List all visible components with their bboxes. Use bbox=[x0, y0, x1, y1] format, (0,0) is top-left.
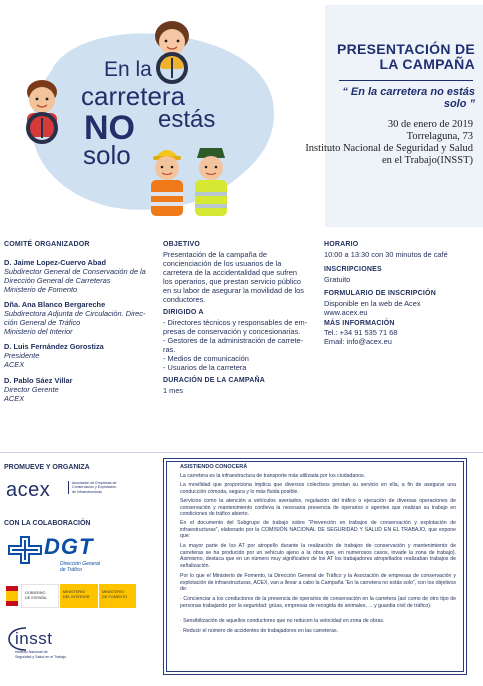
member-name: D. Jaime Lopez-Cuervo Abad bbox=[4, 258, 106, 267]
asistiendo-paragraph: En el documento del Subgrupo de trabajo sobre “Prevención en trabajos de conservación y explotación de infraestructuras”, elaborado por la COMISIÓN NACIONAL DE SEGURIDAD Y SALUD EN EL TRABAJO, que expone que: bbox=[180, 520, 456, 540]
dgt-emblem-icon bbox=[8, 536, 42, 564]
asistiendo-bullet: · Concienciar a los conductores de la presencia de operarios de conservación en la carretera (así como de otro tipo de personas trabajando por la seguridad: grúas, empresas de recogida de animales, ... y guardia civil de tráfico). bbox=[180, 596, 456, 609]
asistiendo-paragraph: La mayor parte de los AT por atropello durante la realización de trabajos de conservación y mantenimiento de carreteras se ha producido por un vehículo ajeno a la obra que, en numerosos casos, invade la zona de trabajo). Asimismo, destaca que en un número muy significativo de los AT los trabajadores atropellados realizaban trabajos de señalización. bbox=[180, 543, 456, 569]
member-role: Ministerio de Fomento bbox=[4, 285, 78, 294]
gob-line: DE FOMENTO bbox=[102, 595, 128, 599]
asistiendo-paragraph: La movilidad que proporciona implica que diversos colectivos prestan su servicio en ella, a fin de asegurar una conducción cómoda, segura y lo más fluida posible. bbox=[180, 482, 456, 495]
dirigido-item: - Medios de comunicación bbox=[163, 354, 249, 363]
title-word-no: NO bbox=[84, 109, 135, 147]
ministerio-interior-label bbox=[60, 584, 98, 608]
asistiendo-paragraph: Servicios como la atención a vehículos averiados, regulación del tráfico o ejecución de diversas operaciones de conservación y mantenimiento conlleva la necesaria presencia de operarios o agentes que realizan su trabajo en condiciones de tráfico abierto. bbox=[180, 498, 456, 518]
title-word-solo: solo bbox=[83, 140, 131, 170]
inscripciones-heading: INSCRIPCIONES bbox=[324, 266, 382, 273]
colaboracion-heading: CON LA COLABORACIÓN bbox=[4, 520, 91, 527]
member-name: Dña. Ana Blanco Bergareche bbox=[4, 300, 106, 309]
objetivo-heading: OBJETIVO bbox=[163, 241, 200, 248]
ministerio-fomento-label bbox=[99, 584, 136, 608]
acex-desc-line: Asociación de Empresas de bbox=[72, 481, 117, 485]
member-name: D. Luis Fernández Gorostiza bbox=[4, 342, 104, 351]
dirigido-item: ras. bbox=[163, 345, 176, 354]
dirigido-item: - Usuarios de la carretera bbox=[163, 363, 247, 372]
insst-desc-line: Seguridad y Salud en el Trabajo bbox=[15, 654, 67, 659]
insst-description bbox=[15, 650, 66, 659]
objetivo-text: concienciación de los usuarios de la bbox=[163, 259, 282, 268]
horario-heading: HORARIO bbox=[324, 241, 359, 248]
objetivo-text: en su labor de asegurar la movilidad de los bbox=[163, 286, 304, 295]
acex-description bbox=[68, 481, 117, 494]
objetivo-text: Presentación de la campaña de bbox=[163, 250, 267, 259]
title-underline bbox=[339, 80, 473, 81]
asistiendo-paragraph: La carretera es la infraestructura de transporte más utilizada por los ciudadanos. bbox=[180, 473, 366, 479]
member-role: Subdirectora Adjunta de Circulación. Direc- bbox=[4, 309, 146, 318]
acex-website-link[interactable]: www.acex.eu bbox=[324, 308, 368, 317]
mas-info-heading: MÁS INFORMACIÓN bbox=[324, 320, 395, 327]
objetivo-text: carretera de la accidentalidad que sufren bbox=[163, 268, 297, 277]
dgt-desc-line: de Tráfico bbox=[60, 567, 82, 573]
dirigido-item: presas de conservación y concesionarias. bbox=[163, 327, 301, 336]
promueve-heading: PROMUEVE Y ORGANIZA bbox=[4, 464, 90, 471]
phone-number: Tel.: +34 91 535 71 68 bbox=[324, 328, 398, 337]
inscripciones-value: Gratuito bbox=[324, 275, 351, 284]
acex-logo: acex bbox=[6, 479, 51, 501]
acex-desc-line: Conservación y Explotación bbox=[72, 485, 117, 490]
insst-logo: insst bbox=[15, 629, 53, 648]
title-word-carretera: carretera bbox=[81, 81, 186, 111]
horario-value: 10:00 a 13:30 con 30 minutos de café bbox=[324, 250, 448, 259]
road-worker-figure bbox=[151, 150, 183, 216]
formulario-text: Disponible en la web de Acex bbox=[324, 299, 421, 308]
title-word-estas: estás bbox=[158, 106, 216, 133]
gob-line: MINISTERIO bbox=[102, 590, 125, 594]
acex-desc-line: de Infraestructuras bbox=[72, 489, 102, 494]
member-name: D. Pablo Sáez Villar bbox=[4, 376, 73, 385]
event-institution-2: en el Trabajo(INSST) bbox=[382, 155, 473, 166]
dirigido-item: - Directores técnicos y responsables de em- bbox=[163, 318, 308, 327]
gobierno-label bbox=[21, 584, 59, 608]
campaign-name: “ En la carretera no estás solo ” bbox=[342, 86, 475, 110]
event-date: 30 de enero de 2019 bbox=[387, 119, 473, 130]
gob-line: DE ESPAÑA bbox=[25, 596, 47, 600]
duracion-heading: DURACIÓN DE LA CAMPAÑA bbox=[163, 377, 266, 384]
campaign-illustration bbox=[12, 18, 302, 223]
formulario-heading: FORMULARIO DE INSCRIPCIÓN bbox=[324, 290, 436, 297]
member-role: Subdirector General de Conservación de la bbox=[4, 267, 146, 276]
title-word-en-la: En la bbox=[104, 58, 152, 81]
member-role: ción General de Tráfico bbox=[4, 318, 81, 327]
campaign-info-panel bbox=[325, 5, 483, 227]
dgt-logo: DGT bbox=[44, 534, 94, 559]
event-institution: Instituto Nacional de Seguridad y Salud bbox=[305, 143, 473, 154]
member-role: Ministerio del Interior bbox=[4, 327, 73, 336]
member-role: ACEX bbox=[4, 394, 25, 403]
presentation-title: PRESENTACIÓN DE LA CAMPAÑA bbox=[336, 41, 475, 72]
dirigido-item: - Gestores de la administración de carrete- bbox=[163, 336, 304, 345]
member-role: Director Gerente bbox=[4, 385, 59, 394]
asistiendo-paragraph: Por lo que el Ministerio de Fomento, la Dirección General de Tráfico y la Asociación de empresas de conservación y explotación de infraestructuras, ACEX, van a llevar a cabo la Campaña “En la carretera no estás solo”, con los objetivos de: bbox=[180, 573, 456, 593]
dgt-description bbox=[60, 561, 100, 573]
gob-line: DEL INTERIOR bbox=[63, 595, 90, 599]
section-divider bbox=[0, 452, 483, 453]
gob-line: GOBIERNO bbox=[25, 591, 46, 595]
event-address: Torrelaguna, 73 bbox=[406, 131, 473, 142]
spain-coat-of-arms-icon bbox=[6, 586, 18, 606]
gob-line: MINISTERIO bbox=[63, 590, 86, 594]
asistiendo-bullet: · Sensibilización de aquellos conductores que no reducen la velocidad en zona de obras. bbox=[180, 618, 385, 624]
objetivo-text: los operarios, que prestan servicio público bbox=[163, 277, 302, 286]
duracion-value: 1 mes bbox=[163, 386, 184, 395]
comite-heading: COMITÉ ORGANIZADOR bbox=[4, 241, 90, 248]
insst-desc-line: Instituto Nacional de bbox=[15, 650, 48, 654]
gobierno-logo bbox=[6, 584, 136, 608]
asistiendo-heading: ASISTIENDO CONOCERÁ bbox=[180, 464, 248, 470]
objetivo-text: conductores. bbox=[163, 295, 206, 304]
email-link[interactable]: Email: info@acex.eu bbox=[324, 337, 392, 346]
dgt-desc-line: Dirección General bbox=[60, 561, 101, 567]
asistiendo-bullet: · Reducir el número de accidentes de trabajadores en las carreteras. bbox=[180, 628, 339, 634]
dirigido-heading: DIRIGIDO A bbox=[163, 309, 204, 316]
member-role: Presidente bbox=[4, 351, 40, 360]
member-role: ACEX bbox=[4, 360, 25, 369]
member-role: Dirección General de Carreteras bbox=[4, 276, 111, 285]
